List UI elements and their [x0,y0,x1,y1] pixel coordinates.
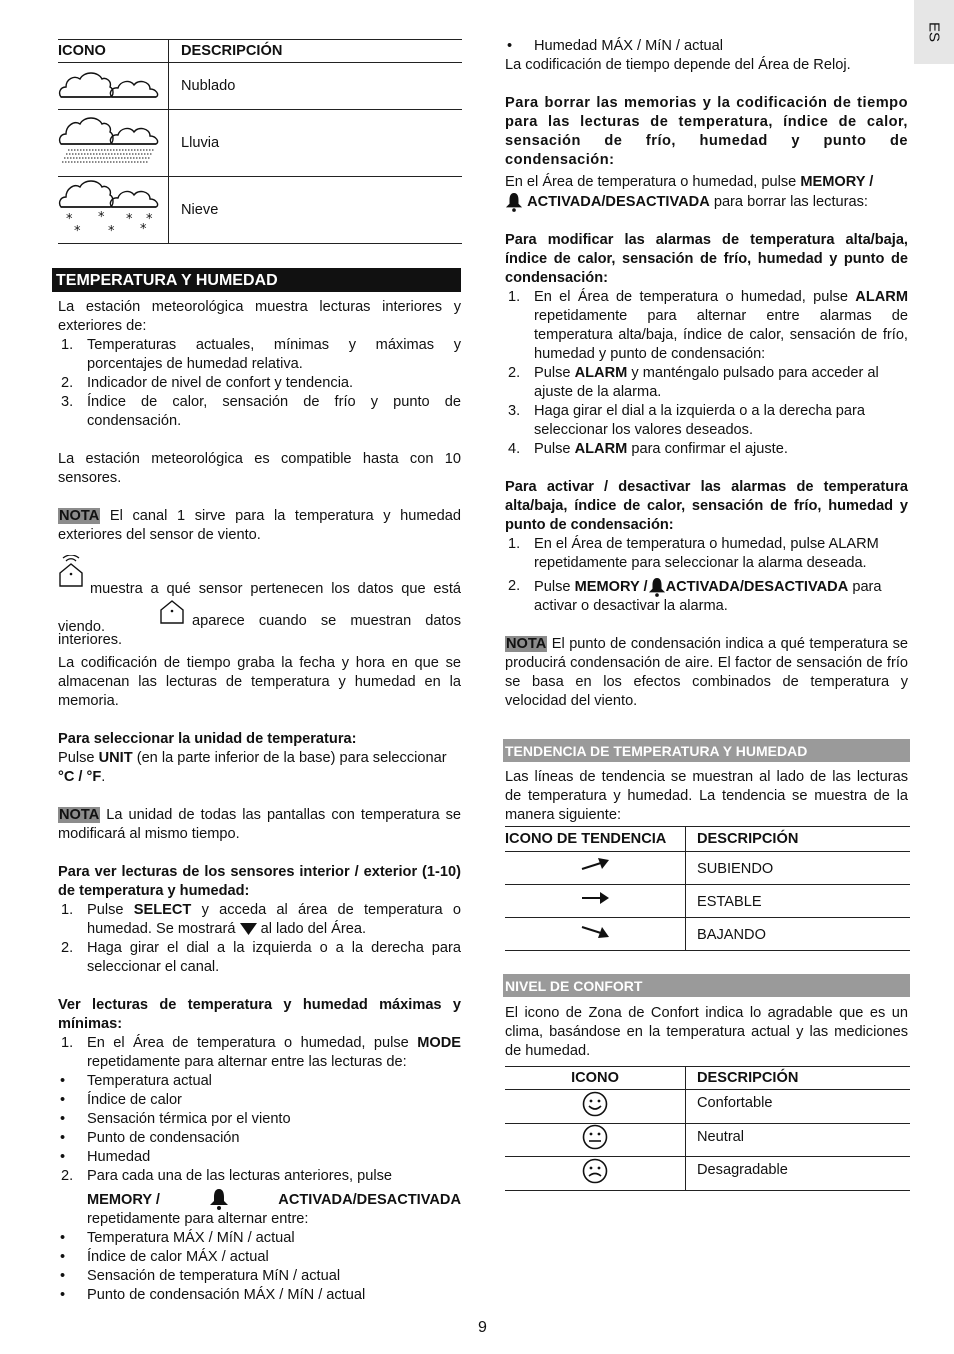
list-item: • Punto de condensación [58,1129,461,1148]
nota-3: NOTA El punto de condensación indica a qué temperatura se producirá condensación de aire. El factor de sensación de frío se basa en los efectos combinados de temperatura y velocidad del viento. [505,636,908,709]
list-item: • Temperatura MÁX / MíN / actual [58,1229,461,1248]
list-item: • Punto de condensación MÁX / MíN / actual [58,1286,461,1305]
page-number: 9 [478,1319,487,1336]
trend-label: ESTABLE [697,894,762,910]
bell-icon [648,577,666,597]
sensor-text-a: muestra a qué sensor pertenecen los datos que está viendo. [58,581,461,635]
table-row [505,885,910,918]
list-item: 1. En el Área de temperatura o humedad, pulse MODE repetidamente para alternar entre las lecturas de: [61,1035,461,1070]
list-item: • Temperatura actual [58,1072,461,1091]
intro-text: La estación meteorológica muestra lecturas interiores y exteriores de: [58,299,461,334]
list-item: 3. Índice de calor, sensación de frío y punto de condensación. [61,394,461,429]
list-item: • Humedad MÁX / MíN / actual [505,37,908,56]
comfort-label: Desagradable [697,1162,788,1178]
toggle-heading: Para activar / desactivar las alarmas de temperatura alta/baja, índice de calor, sensación de frío, humedad y punto de condensación: [505,479,908,533]
comfort-table [505,1066,910,1191]
table-header-icon: ICONO [58,40,169,63]
svg-text:*: * [74,224,81,237]
section-title-temperature: TEMPERATURA Y HUMEDAD [52,268,461,292]
timecode-note: La codificación de tiempo depende del Área de Reloj. [505,57,851,73]
intro-list [58,336,461,431]
list-item: 2. Indicador de nivel de confort y tendencia. [61,375,354,391]
list-item: • Humedad [58,1148,461,1167]
nota-1: NOTA El canal 1 sirve para la temperatura y humedad exteriores del sensor de viento. [58,508,461,543]
alarm-steps [505,288,908,459]
neutral-face-icon [582,1124,608,1150]
clear-heading: Para borrar las memorias y la codificación de tiempo para las lecturas de temperatura, índice de calor, sensación de frío, humedad y punto de condensación: [505,95,908,168]
trend-table [505,826,910,951]
list-item: 2. Pulse MEMORY / ACTIVADA/DESACTIVADA para activar o desactivar la alarma. [508,578,882,614]
weather-label: Nieve [181,201,219,218]
svg-text:*: * [66,212,73,227]
sensor-steps [58,901,461,977]
unit-heading: Para seleccionar la unidad de temperatura: [58,731,357,747]
table-row [505,1157,910,1191]
arrow-up-icon [580,857,610,873]
weather-icon-table [58,39,462,244]
bell-icon [209,1188,229,1210]
table-row [58,177,462,244]
alarm-heading: Para modificar las alarmas de temperatura alta/baja, índice de calor, sensación de frío, humedad y punto de condensación: [505,232,908,286]
trend-intro: Las líneas de tendencia se muestran al lado de las lecturas de temperatura y humedad. La tendencia se muestra de la manera siguiente: [505,769,908,823]
timecode-text: La codificación de tiempo graba la fecha y hora en que se almacenan las lecturas de temperatura y humedad en la memoria. [58,655,461,709]
compat-text: La estación meteorológica es compatible hasta con 10 sensores. [58,451,461,486]
list-item: • Sensación térmica por el viento [58,1110,461,1129]
cloudy-icon [58,63,162,103]
section-title-comfort: NIVEL DE CONFORT [503,974,910,997]
arrow-down-icon [580,923,610,939]
sensor-heading: Para ver lecturas de los sensores interior / exterior (1-10) de temperatura y humedad: [58,864,461,899]
table-header-description: DESCRIPCIÓN [697,830,799,847]
maxmin-steps [58,1034,461,1072]
maxmin-bullets-2 [58,1229,461,1305]
weather-label: Nublado [181,77,236,94]
list-item: 3. Haga girar el dial a la izquierda o a la derecha para seleccionar los valores deseados. [508,403,865,438]
clear-text: En el Área de temperatura o humedad, pulse MEMORY / ACTIVADA/DESACTIVADA para borrar las lecturas: [505,173,908,212]
language-tab [914,0,954,64]
list-item: 1. Temperaturas actuales, mínimas y máximas y porcentajes de humedad relativa. [61,337,461,372]
svg-text:*: * [98,210,105,225]
trend-label: SUBIENDO [697,861,774,877]
list-item: 2. Pulse ALARM y manténgalo pulsado para acceder al ajuste de la alarma. [508,365,879,400]
list-item: 2. Para cada una de las lecturas anteriores, pulse MEMORY / ACTIVADA/DESACTIVADA repetidamente para alternar entre: [61,1168,461,1227]
list-item: • Índice de calor [58,1091,461,1110]
table-row [505,852,910,885]
maxmin-bullets-1 [58,1072,461,1167]
table-row [505,1124,910,1157]
list-item: 1. En el Área de temperatura o humedad, pulse ALARM repetidamente para alternar entre alarmas de temperatura alta/baja, índice de calor, sensación de frío, humedad y punto de condensación: [508,289,908,362]
nota-badge: NOTA [59,508,100,524]
comfort-label: Neutral [697,1129,745,1145]
nota-2: NOTA La unidad de todas las pantallas con temperatura se modificará al mismo tiempo. [58,807,461,842]
snow-icon [58,177,162,237]
rain-icon [58,110,162,170]
section-title-trend: TENDENCIA DE TEMPERATURA Y HUMEDAD [503,739,910,762]
table-header-description: DESCRIPCIÓN [697,1069,799,1086]
arrow-right-icon [580,891,610,905]
maxmin-steps-2 [58,1167,461,1229]
table-row [58,110,462,177]
svg-text:*: * [126,212,133,227]
bell-icon [505,192,523,212]
unit-text: Pulse UNIT (en la parte inferior de la base) para seleccionar °C / °F. [58,750,447,785]
trend-label: BAJANDO [697,927,766,943]
comfort-intro: El icono de Zona de Confort indica lo agradable que es un clima, basándose en la temperatura actual y las mediciones de humedad. [505,1005,908,1059]
list-item: 1. Pulse SELECT y acceda al área de temperatura o humedad. Se mostrará al lado del Área. [61,902,461,937]
language-label: ES [925,21,943,43]
sad-face-icon [582,1158,608,1184]
table-header-trend-icon: ICONO DE TENDENCIA [505,827,686,852]
comfort-label: Confortable [697,1095,773,1111]
weather-label: Lluvia [181,134,220,151]
nota-badge: NOTA [59,807,100,823]
table-header-icon: ICONO [505,1067,686,1090]
list-item: 2. Haga girar el dial a la izquierda o a la derecha para seleccionar el canal. [61,940,461,975]
svg-text:*: * [140,222,147,237]
table-row [58,63,462,110]
list-item: 4. Pulse ALARM para confirmar el ajuste. [508,441,788,457]
nota-badge: NOTA [506,636,547,652]
sensor-icon-paragraph [58,555,461,651]
triangle-down-icon [240,923,257,935]
list-item: • Índice de calor MÁX / actual [58,1248,461,1267]
table-row [505,918,910,951]
list-item: 1. En el Área de temperatura o humedad, pulse ALARM repetidamente para seleccionar la alarma deseada. [508,536,879,571]
sensor-text-b: aparece cuando se muestran datos interiores. [58,613,461,648]
maxmin-heading: Ver lecturas de temperatura y humedad máximas y mínimas: [58,997,461,1032]
table-header-description: DESCRIPCIÓN [181,42,283,59]
svg-text:*: * [146,212,153,227]
happy-face-icon [582,1091,608,1117]
table-row [505,1090,910,1124]
toggle-steps [505,535,908,616]
bullet-continuation [505,37,908,56]
list-item: • Sensación de temperatura MíN / actual [58,1267,461,1286]
svg-text:*: * [108,224,115,237]
